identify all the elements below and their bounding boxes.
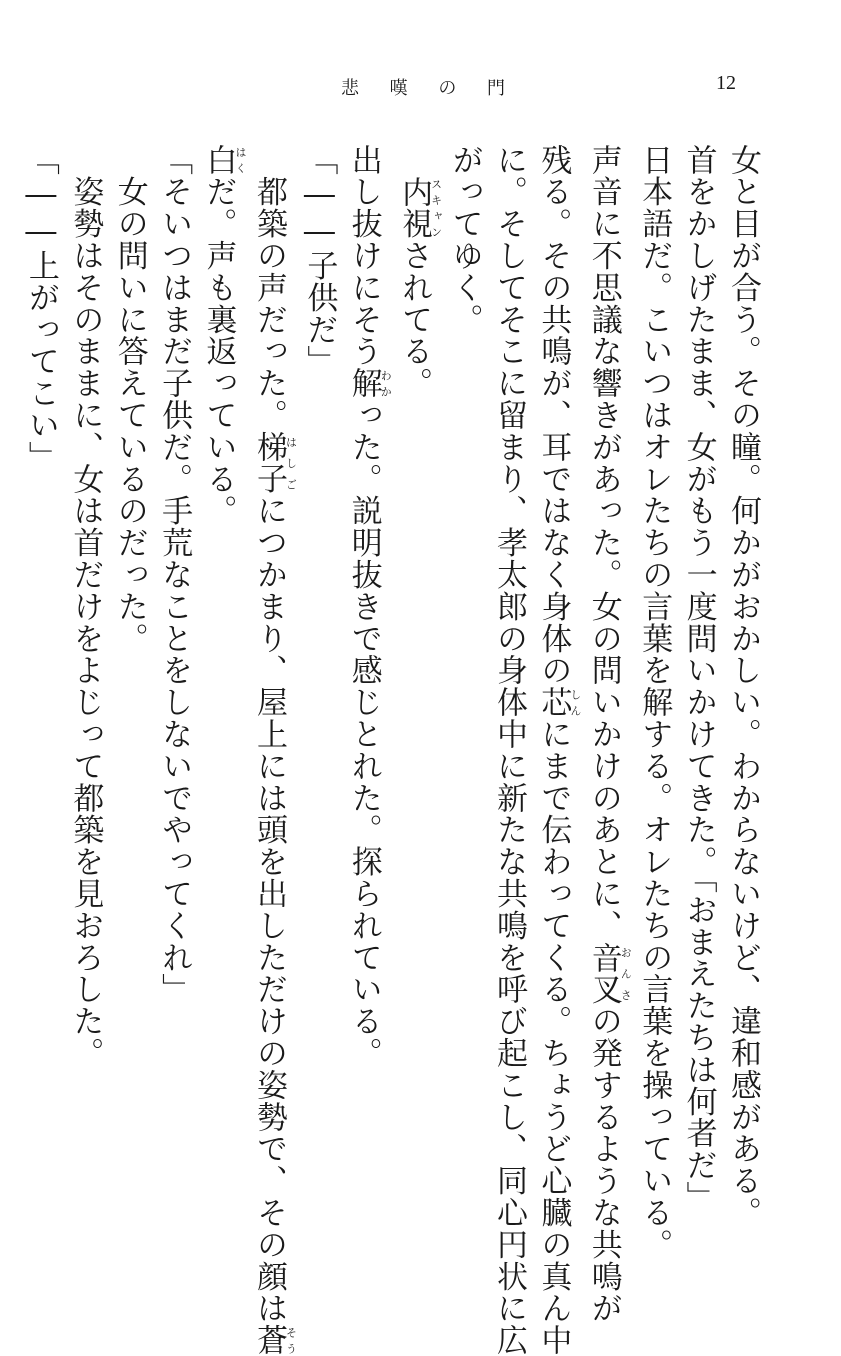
running-title-char: 門 — [486, 78, 505, 99]
ruby-reading: はしご — [284, 431, 298, 495]
text-line — [196, 144, 246, 1144]
ruby-word — [345, 367, 393, 400]
ruby-base: 蒼 — [250, 1324, 287, 1356]
text-segment: 日本語だ。こいつはオレたちの言葉を解する。オレたちの言葉を操っている。 — [636, 144, 673, 1261]
text-line — [107, 144, 151, 1144]
ruby-base: 白 — [200, 144, 237, 176]
text-segment: の発するような共鳴が — [585, 1005, 622, 1325]
text-segment: 出し抜けにそう — [345, 144, 382, 368]
ruby-base: 音叉 — [585, 941, 622, 1006]
ruby-base: 解 — [345, 367, 382, 400]
ruby-word — [535, 686, 582, 719]
text-line — [63, 144, 107, 1144]
body-text — [19, 144, 766, 1356]
text-line — [531, 144, 582, 1356]
text-line — [152, 144, 196, 1144]
ruby-reading: わか — [379, 367, 393, 400]
text-segment: がってゆく。 — [446, 144, 483, 336]
running-title — [341, 74, 505, 100]
text-segment — [396, 144, 432, 176]
text-segment: 声音に不思議な響きがあった。女の問いかけのあとに、 — [585, 144, 622, 942]
ruby-base: 芯 — [535, 686, 572, 719]
running-title-char: 嘆 — [389, 78, 408, 99]
text-segment: されてる。 — [396, 239, 433, 400]
ruby-reading: はく — [234, 144, 248, 176]
text-segment: 「そいつはまだ子供だ。手荒なことをしないでやってくれ」 — [156, 144, 193, 1006]
text-line — [487, 144, 531, 1356]
text-segment: 「――上がってこい」 — [22, 144, 59, 473]
text-segment: 首をかしげたまま、女がもう一度問いかけてきた。「おまえたちは何者だ」 — [680, 144, 717, 1214]
ruby-reading: しん — [568, 686, 582, 719]
text-line — [247, 144, 298, 1356]
running-title-char: の — [438, 78, 457, 99]
ruby-word — [396, 175, 443, 240]
page-number: 12 — [716, 72, 736, 94]
text-segment: った。説明抜きで感じとれた。探られている。 — [345, 399, 382, 1070]
text-segment: につかまり、屋上には頭を出しただけの姿勢で、その顔は — [250, 494, 287, 1325]
text-line — [392, 144, 442, 1144]
text-segment: だ。声も裏返っている。 — [200, 175, 237, 527]
text-segment: 残る。その共鳴が、耳ではなく身体の — [535, 144, 572, 687]
text-segment: 女の問いに答えているのだった。 — [111, 144, 148, 655]
ruby-word — [200, 144, 248, 176]
ruby-reading: スキャン — [429, 175, 443, 240]
text-line — [721, 144, 765, 1229]
ruby-word — [585, 941, 633, 1006]
text-segment: 都築の声だった。 — [250, 144, 287, 432]
text-segment: に。そしてそこに留まり、孝太郎の身体中に新たな共鳴を呼び起こし、同心円状に広 — [490, 144, 527, 1356]
ruby-reading: そう — [284, 1324, 298, 1356]
text-line — [297, 144, 341, 1144]
text-segment: 「――子供だ」 — [301, 144, 338, 378]
ruby-word — [250, 1324, 298, 1356]
ruby-word — [250, 431, 298, 495]
text-line — [676, 144, 720, 1214]
text-segment: 女と目が合う。その瞳。何かがおかしい。わからないけど、違和感がある。 — [725, 144, 761, 1229]
ruby-reading: おんさ — [619, 941, 633, 1006]
ruby-base: 内視 — [396, 175, 433, 240]
text-line — [442, 144, 486, 1144]
text-line — [19, 144, 63, 1144]
text-segment: にまで伝わってくる。ちょうど心臓の真ん中 — [535, 718, 572, 1356]
text-segment: 姿勢はそのままに、女は首だけをよじって都築を見おろした。 — [67, 144, 104, 1070]
ruby-base: 梯子 — [250, 431, 287, 495]
text-line — [581, 144, 633, 1325]
text-line — [341, 144, 391, 1144]
text-line — [632, 144, 676, 1261]
running-title-char: 悲 — [341, 78, 359, 99]
